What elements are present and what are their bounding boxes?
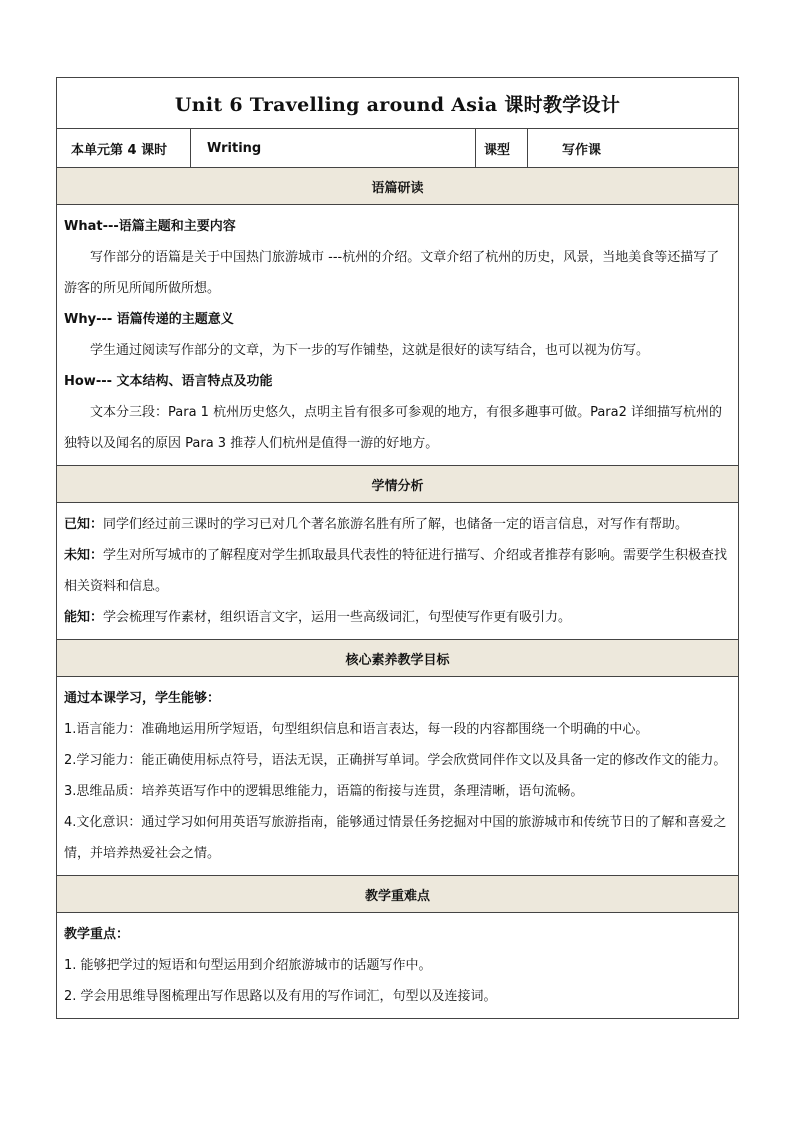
how-label: How--- 文本结构、语言特点及功能 bbox=[64, 374, 273, 389]
key-point-item: 1. 能够把学过的短语和句型运用到介绍旅游城市的话题写作中。 bbox=[64, 958, 432, 973]
lesson-type-value: 写作课 bbox=[528, 129, 739, 168]
learners-content bbox=[57, 503, 739, 640]
learners-heading-row bbox=[57, 466, 739, 503]
key-points-content bbox=[57, 913, 739, 1019]
learners-heading: 学情分析 bbox=[57, 466, 739, 503]
lesson-plan-document bbox=[56, 77, 738, 1019]
key-points-label: 教学重点： bbox=[64, 927, 130, 942]
what-text: 写作部分的语篇是关于中国热门旅游城市 ---杭州的介绍。文章介绍了杭州的历史，风景，当地美食等还描写了游客的所见所闻所做所想。 bbox=[64, 250, 720, 296]
able-text: 学会梳理写作素材，组织语言文字，运用一些高级词汇，句型使写作更有吸引力。 bbox=[103, 610, 572, 625]
title-row bbox=[57, 78, 739, 129]
known-label: 已知： bbox=[64, 517, 104, 532]
goal-item: 4.文化意识：通过学习如何用英语写旅游指南，能够通过情景任务挖掘对中国的旅游城市和传统节日的了解和喜爱之情，并培养热爱社会之情。 bbox=[64, 815, 727, 861]
key-points-heading: 教学重难点 bbox=[57, 876, 739, 913]
lesson-number: 本单元第 4 课时 bbox=[57, 129, 191, 168]
key-point-item: 2. 学会用思维导图梳理出写作思路以及有用的写作词汇，句型以及连接词。 bbox=[64, 989, 497, 1004]
known-text: 同学们经过前三课时的学习已对几个著名旅游名胜有所了解，也储备一定的语言信息，对写作有帮助。 bbox=[103, 517, 689, 532]
discourse-content-row bbox=[57, 205, 739, 466]
unknown-paragraph bbox=[64, 540, 731, 602]
key-points-content-row bbox=[57, 913, 739, 1019]
goals-content bbox=[57, 677, 739, 876]
able-paragraph bbox=[64, 602, 731, 633]
discourse-heading: 语篇研读 bbox=[57, 168, 739, 205]
how-text: 文本分三段：Para 1 杭州历史悠久，点明主旨有很多可参观的地方，有很多趣事可做。Para2 详细描写杭州的独特以及闻名的原因 Para 3 推荐人们杭州是值得一游的好地方。 bbox=[64, 405, 723, 451]
goal-item: 3.思维品质：培养英语写作中的逻辑思维能力，语篇的衔接与连贯，条理清晰，语句流畅。 bbox=[64, 784, 584, 799]
unknown-label: 未知： bbox=[64, 548, 104, 563]
goal-item: 1.语言能力：准确地运用所学短语，句型组织信息和语言表达，每一段的内容都围绕一个明确的中心。 bbox=[64, 722, 649, 737]
document-title: Unit 6 Travelling around Asia 课时教学设计 bbox=[57, 78, 739, 129]
goals-intro: 通过本课学习，学生能够： bbox=[64, 691, 221, 706]
known-paragraph bbox=[64, 509, 731, 540]
lesson-type-label: 课型 bbox=[476, 129, 528, 168]
goals-heading-row bbox=[57, 640, 739, 677]
meta-row bbox=[57, 129, 739, 168]
learners-content-row bbox=[57, 503, 739, 640]
what-label: What---语篇主题和主要内容 bbox=[64, 219, 236, 234]
discourse-content bbox=[57, 205, 739, 466]
goals-content-row bbox=[57, 677, 739, 876]
able-label: 能知： bbox=[64, 610, 104, 625]
key-points-heading-row bbox=[57, 876, 739, 913]
discourse-heading-row bbox=[57, 168, 739, 205]
why-label: Why--- 语篇传递的主题意义 bbox=[64, 312, 234, 327]
lesson-plan-table bbox=[56, 77, 739, 1019]
goals-heading: 核心素养教学目标 bbox=[57, 640, 739, 677]
lesson-topic: Writing bbox=[191, 129, 476, 168]
why-text: 学生通过阅读写作部分的文章，为下一步的写作铺垫，这就是很好的读写结合，也可以视为仿写。 bbox=[90, 343, 650, 358]
unknown-text: 学生对所写城市的了解程度对学生抓取最具代表性的特征进行描写、介绍或者推荐有影响。需要学生积极查找相关资料和信息。 bbox=[64, 548, 728, 594]
goal-item: 2.学习能力：能正确使用标点符号，语法无误，正确拼写单词。学会欣赏同伴作文以及具备一定的修改作文的能力。 bbox=[64, 753, 727, 768]
